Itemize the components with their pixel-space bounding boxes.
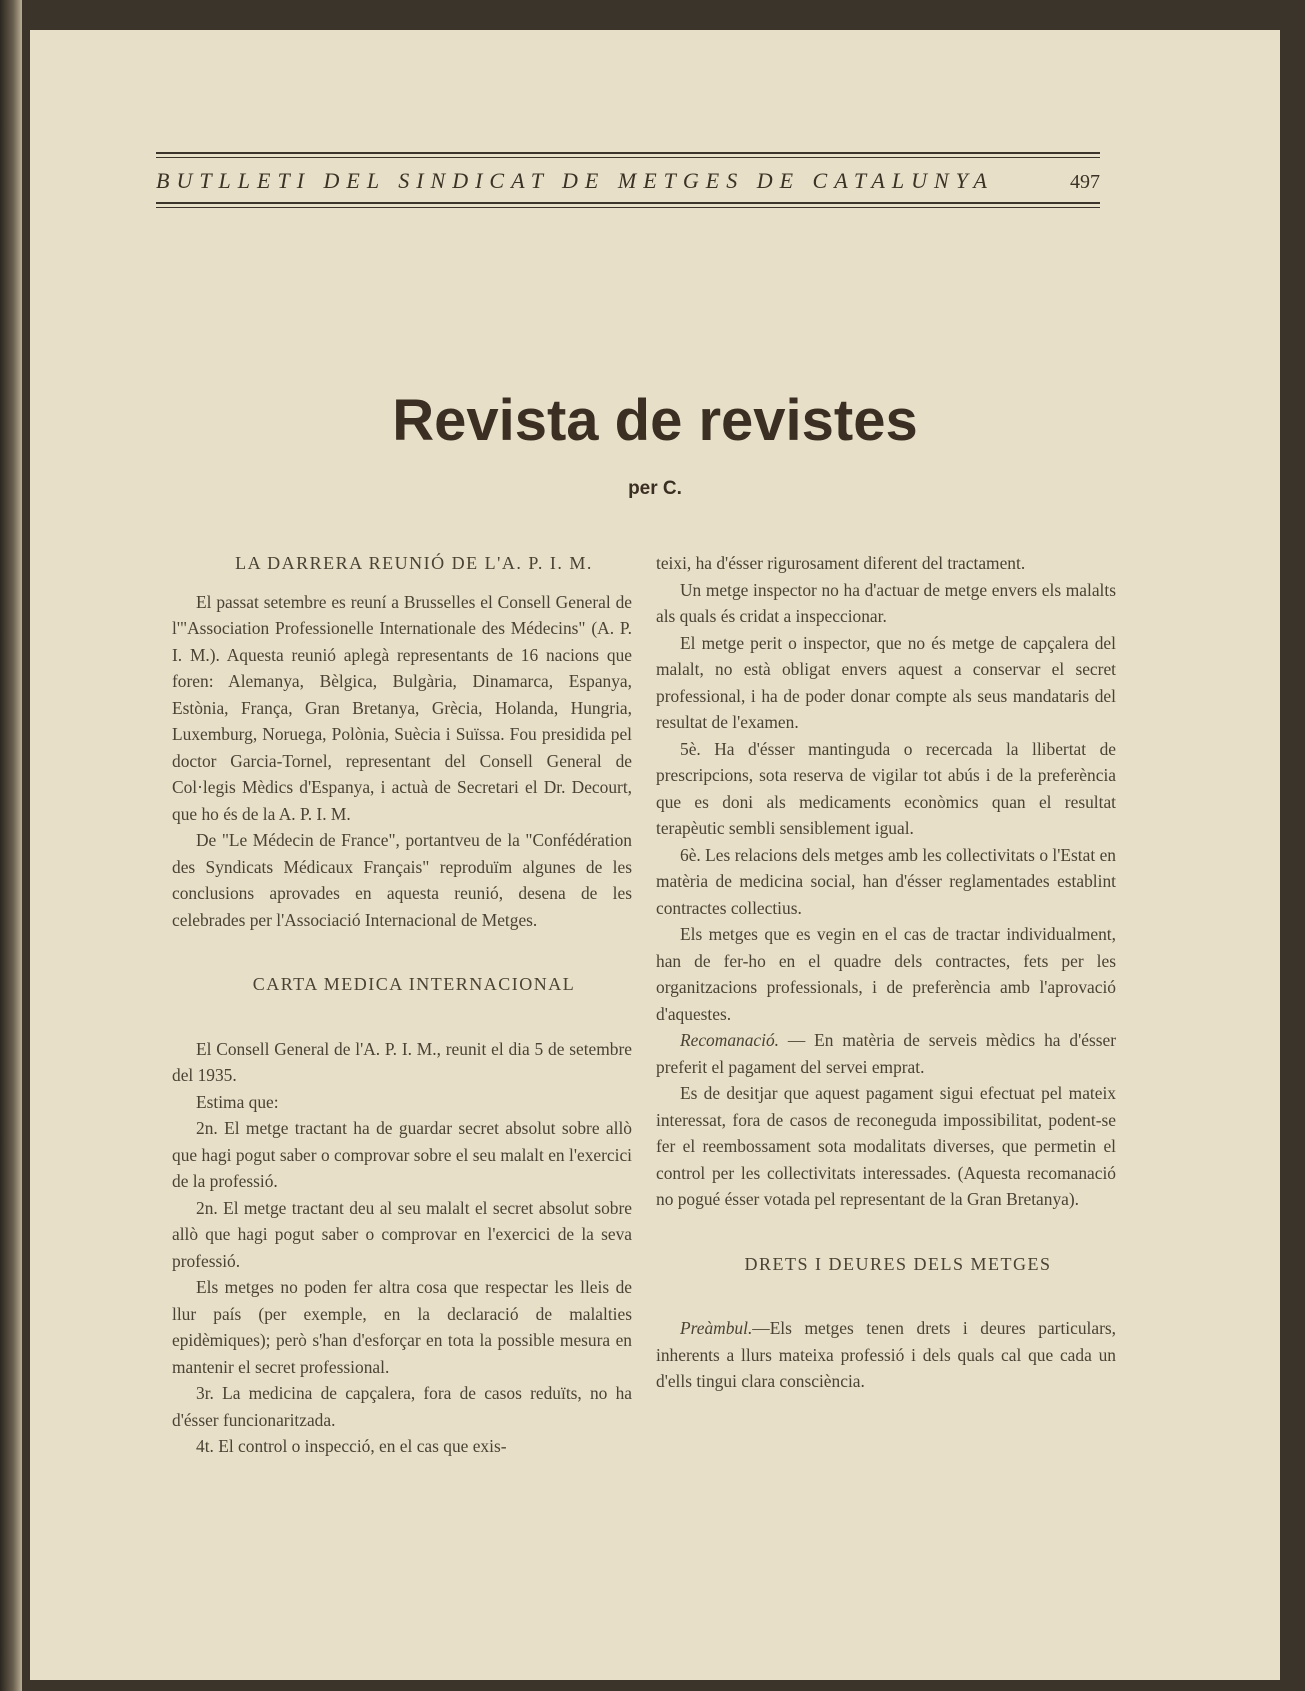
paragraph: 4t. El control o inspecció, en el cas que exis-	[196, 1436, 507, 1456]
book-spine	[0, 0, 22, 1691]
paragraph: Un metge inspector no ha d'actuar de metge envers els malalts als quals és cridat a inspeccionar.	[656, 579, 1116, 626]
paragraph: 2n. El metge tractant deu al seu malalt el secret absolut sobre allò que hagi pogut saber o comprovar en l'exercici de la seva professió.	[172, 1197, 632, 1271]
paragraph: 2n. El metge tractant ha de guardar secret absolut sobre allò que hagi pogut saber o comprovar sobre el seu malalt en l'exercici de la professió.	[172, 1118, 632, 1191]
recomanacio-text: — En matèria de serveis mèdics ha d'ésser preferit el pagament del servei emprat.	[656, 1030, 1116, 1077]
running-header	[156, 152, 1100, 208]
paragraph	[656, 1027, 1116, 1080]
paragraph: El Consell General de l'A. P. I. M., reunit el dia 5 de setembre del 1935.	[172, 1038, 632, 1085]
paragraph: Estima que:	[196, 1091, 279, 1112]
paragraph	[656, 1315, 1116, 1395]
preambul-text: —Els metges tenen drets i deures particulars, inherents a llurs mateixa professió i dels quals cal que cada un d'ells tingui clara consciència.	[656, 1318, 1116, 1391]
paragraph: Els metges que es vegin en el cas de tractar individualment, han de fer-ho en el quadre dels contractes, fets per les organitzacions professionals, i de preferència amb l'aprovació d'aquestes.	[656, 924, 1116, 1024]
right-column	[656, 550, 1116, 1395]
paragraph: 6è. Les relacions dels metges amb les collectivitats o l'Estat en matèria de medicina social, han d'ésser reglamentades establint contractes collectius.	[656, 844, 1116, 918]
paragraph: Es de desitjar que aquest pagament sigui efectuat pel mateix interessat, fora de casos de reconeguda impossibilitat, podent-se fer el reembossament sota modalitats diverses, que permetin el control per les collectivitats interessades. (Aquesta recomanació no pogué ésser votada pel representant de la Gran Bretanya).	[656, 1083, 1116, 1209]
paragraph: 3r. La medicina de capçalera, fora de casos reduïts, no ha d'ésser funcionaritzada.	[172, 1383, 632, 1430]
page-number: 497	[1070, 171, 1100, 193]
document-page	[30, 30, 1280, 1680]
paragraph: El passat setembre es reuní a Brusselles el Consell General de l'"Association Professionelle Internationale des Médecins" (A. P. I. M.). Aquesta reunió aplegà representants de 16 nacions que foren: Alemanya, Bèlgica, Bulgària, Dinamarca, Espanya, Estònia, França, Gran Bretanya, Grècia, Holanda, Hungria, Luxemburg, Noruega, Polònia, Suècia i Suïssa. Fou presidida pel doctor Garcia-Tornel, representant del Consell General de Col·legis Mèdics d'Espanya, i actuà de Secretari el Dr. Decourt, que ho és de la A. P. I. M.	[172, 591, 632, 824]
section-heading-carta: CARTA MEDICA INTERNACIONAL	[252, 974, 576, 994]
paragraph: teixi, ha d'ésser rigurosament diferent del tractament.	[656, 553, 1026, 573]
header-bottom-rule	[156, 202, 1100, 208]
recomanacio-label: Recomanació.	[680, 1030, 779, 1050]
article-title: Revista de revistes	[392, 388, 918, 453]
paragraph: 5è. Ha d'ésser mantinguda o recercada la llibertat de prescripcions, sota reserva de vigilar tot abús i de la preferència que es doni als medicaments econòmics quan el resultat terapèutic sembli sensiblement igual.	[656, 738, 1116, 838]
article-byline: per C.	[628, 478, 682, 499]
running-title: BUTLLETI DEL SINDICAT DE METGES DE CATALUNYA	[156, 168, 994, 193]
paragraph: De "Le Médecin de France", portantveu de la "Confédération des Syndicats Médicaux Français" reproduïm algunes de les conclusions aprovades en aquesta reunió, desena de les celebrades per l'Associació Internacional de Metges.	[172, 830, 632, 930]
paragraph: El metge perit o inspector, que no és metge de capçalera del malalt, no està obligat envers aquest a conservar el secret professional, i ha de poder donar compte als seus mandataris del resultat de l'examen.	[656, 632, 1116, 732]
section-heading-reunio: LA DARRERA REUNIÓ DE L'A. P. I. M.	[235, 553, 593, 573]
left-column	[172, 550, 632, 1460]
section-heading-drets: DRETS I DEURES DELS METGES	[744, 1253, 1052, 1274]
preambul-label: Preàmbul.	[680, 1318, 753, 1338]
paragraph: Els metges no poden fer altra cosa que respectar les lleis de llur país (per exemple, en la declaració de malalties epidèmiques); però s'han d'esforçar en tota la possible mesura en mantenir el secret professional.	[172, 1277, 632, 1377]
